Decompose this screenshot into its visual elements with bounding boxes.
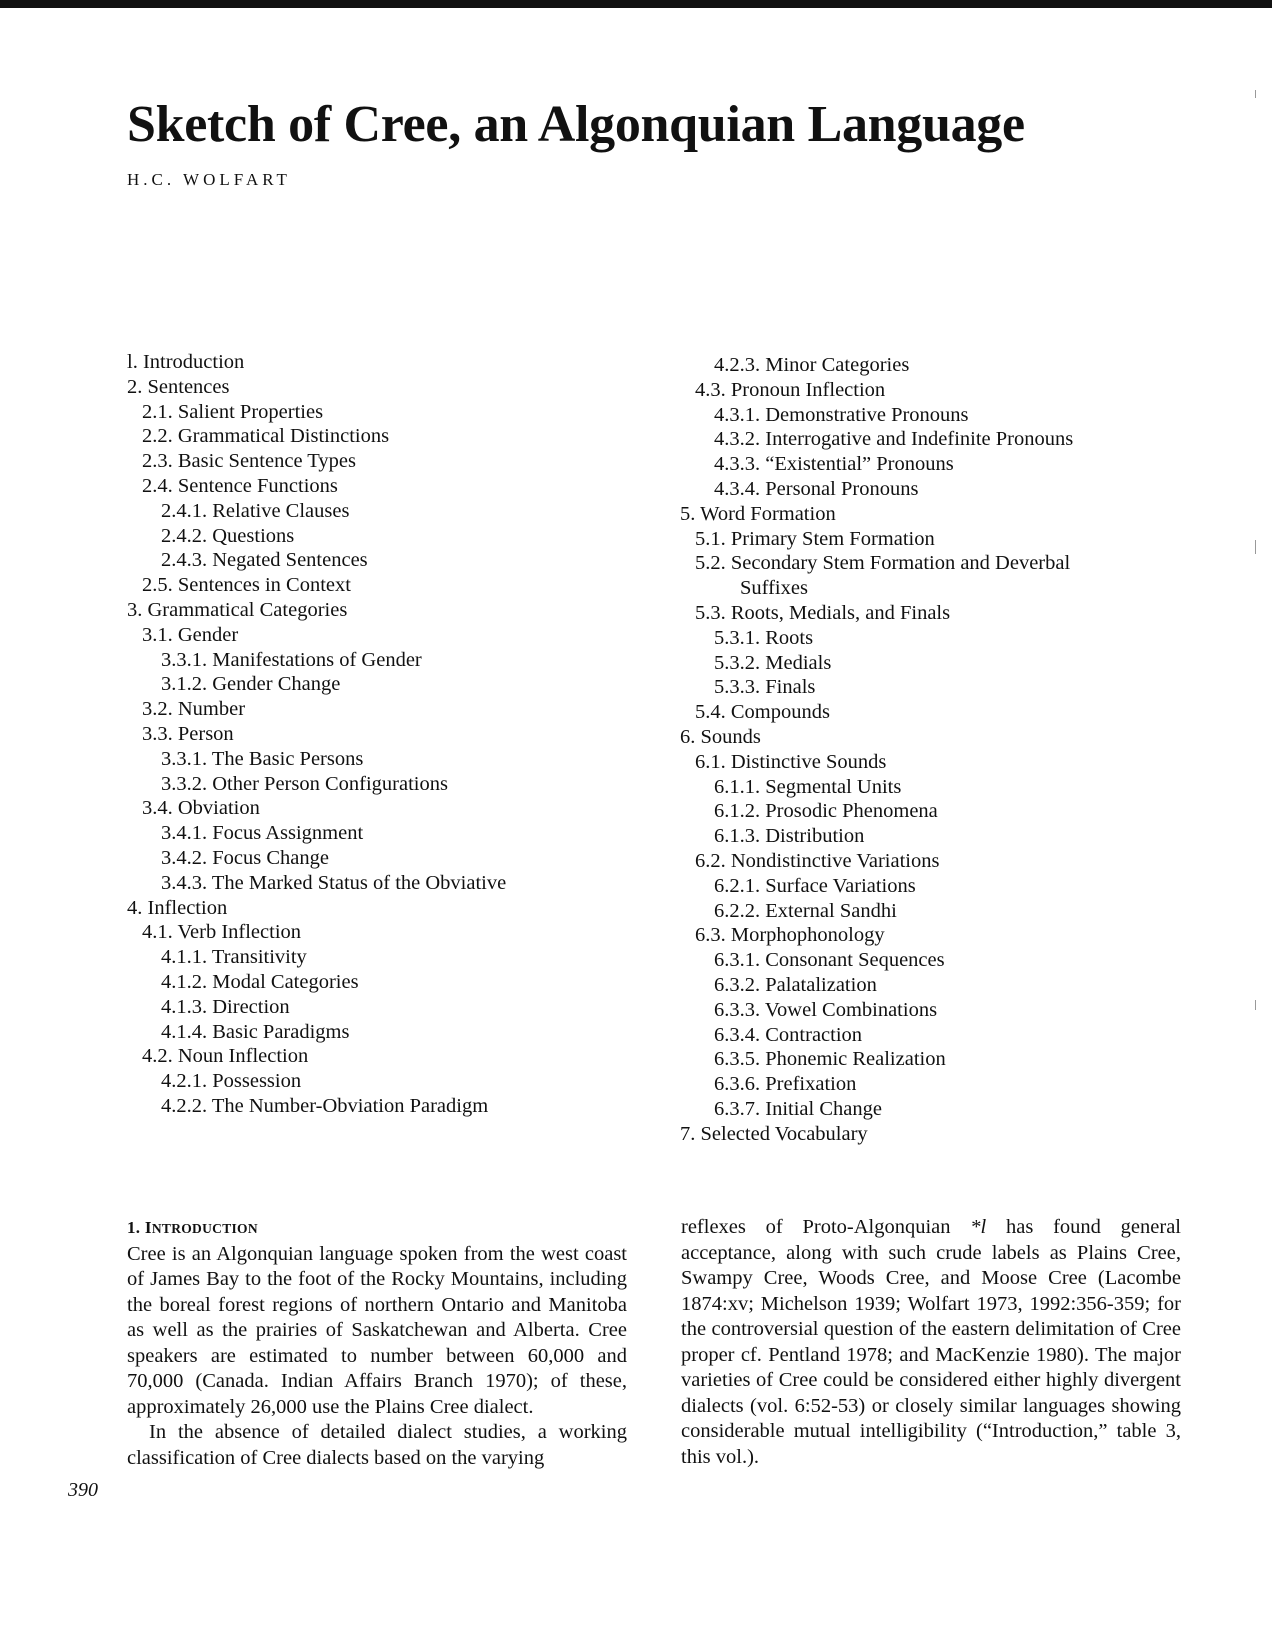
toc-entry: 2.4.1. Relative Clauses [161, 499, 350, 522]
author-name: H.C. WOLFART [127, 170, 291, 189]
section-heading-initial: I [144, 1218, 152, 1237]
toc-entry: 2.4.3. Negated Sentences [161, 549, 368, 572]
toc-entry: 2.4.2. Questions [161, 524, 295, 547]
toc-entry: 2.1. Salient Properties [142, 400, 324, 423]
toc-entry: 5. Word Formation [680, 502, 836, 525]
toc-entry: 6.1.3. Distribution [714, 825, 865, 848]
scan-edge-mark [1255, 90, 1256, 98]
toc-entry: 4.1.2. Modal Categories [161, 970, 359, 993]
toc-entry: 6.3.2. Palatalization [714, 973, 877, 996]
toc-entry: 6.3. Morphophonology [695, 924, 885, 947]
toc-entry: 3.3. Person [142, 722, 234, 745]
toc-entry: 2.2. Grammatical Distinctions [142, 425, 390, 448]
table-of-contents-left [127, 350, 647, 1119]
toc-entry: 6.2.1. Surface Variations [714, 874, 916, 897]
toc-entry: 4.3.2. Interrogative and Indefinite Pronouns [714, 428, 1074, 451]
toc-entry: 6. Sounds [680, 725, 761, 748]
body-paragraph: Cree is an Algonquian language spoken from the west coast of James Bay to the foot of the Rocky Mountains, including the boreal forest regions of northern Ontario and Manitoba as well as the prairies of Saskatchewan and Alberta. Cree speakers are estimated to number between 60,000 and 70,000 (Canada. Indian Affairs Branch 1970); of these, approximately 26,000 use the Plains Cree dialect. [127, 1242, 627, 1418]
toc-entry: 4. Inflection [127, 896, 228, 919]
toc-entry: 6.3.3. Vowel Combinations [714, 998, 938, 1021]
toc-entry: 4.1. Verb Inflection [142, 921, 302, 944]
paragraph-text: has found general acceptance, along with such crude labels as Plains Cree, Swampy Cree, Woods Cree, and Moose Cree (Lacombe 1874:xv; Michelson 1939; Wolfart 1973, 1992:356-359; for the controversial question of the eastern delimitation of Cree proper cf. Pentland 1978; and MacKenzie 1980). The major varieties of Cree could be considered either highly divergent dialects (vol. 6:52-53) or closely similar languages showing considerable mutual intelligibility (“Introduction,” table 3, this vol.). [681, 1216, 1181, 1468]
toc-entry: 5.3.3. Finals [714, 676, 816, 699]
toc-entry: 6.2. Nondistinctive Variations [695, 849, 940, 872]
toc-entry: 3.4.1. Focus Assignment [161, 822, 364, 845]
toc-entry: 4.3.1. Demonstrative Pronouns [714, 403, 969, 426]
toc-entry: 4.2.2. The Number-Obviation Paradigm [161, 1094, 489, 1117]
toc-entry: 4.2. Noun Inflection [142, 1045, 309, 1068]
toc-entry: 5.3.2. Medials [714, 651, 832, 674]
body-column-left [127, 1215, 627, 1471]
toc-entry: 5.3. Roots, Medials, and Finals [695, 601, 951, 624]
toc-entry: 6.3.6. Prefixation [714, 1073, 857, 1096]
article-title: Sketch of Cree, an Algonquian Language [127, 96, 1025, 153]
toc-entry: 6.1.2. Prosodic Phenomena [714, 800, 938, 823]
body-column-right [681, 1215, 1181, 1470]
toc-entry: 6.1.1. Segmental Units [714, 775, 902, 798]
scan-edge-mark [1255, 540, 1256, 554]
toc-entry: 4.3.4. Personal Pronouns [714, 477, 919, 500]
toc-entry: 4.1.4. Basic Paradigms [161, 1020, 350, 1043]
toc-entry: 5.4. Compounds [695, 701, 830, 724]
toc-entry [680, 551, 1150, 601]
toc-entry: 6.3.5. Phonemic Realization [714, 1048, 946, 1071]
toc-entry: 3.3.1. The Basic Persons [161, 747, 364, 770]
toc-entry: 6.3.1. Consonant Sequences [714, 949, 945, 972]
toc-entry: 6.3.7. Initial Change [714, 1097, 882, 1120]
toc-entry-label: 5.2. Secondary Stem Formation and Deverbal [695, 552, 1071, 575]
toc-entry: 7. Selected Vocabulary [680, 1122, 868, 1145]
toc-entry: 2.3. Basic Sentence Types [142, 450, 356, 473]
toc-entry: 3.3.2. Other Person Configurations [161, 772, 448, 795]
toc-entry: 6.3.4. Contraction [714, 1023, 863, 1046]
toc-entry: 4.3. Pronoun Inflection [695, 378, 886, 401]
toc-entry: 4.2.3. Minor Categories [714, 354, 910, 376]
toc-entry: 4.1.3. Direction [161, 995, 290, 1018]
toc-entry: 2.5. Sentences in Context [142, 574, 351, 597]
paragraph-text: reflexes of Proto-Algonquian [681, 1216, 971, 1238]
toc-entry: 2. Sentences [127, 375, 230, 398]
toc-entry: l. Introduction [127, 351, 245, 373]
section-heading [127, 1215, 627, 1242]
toc-entry: 2.4. Sentence Functions [142, 474, 338, 497]
toc-entry: 5.1. Primary Stem Formation [695, 527, 935, 550]
body-paragraph-continued [681, 1215, 1181, 1470]
toc-entry: 3. Grammatical Categories [127, 598, 348, 621]
toc-entry: 3.2. Number [142, 698, 246, 721]
toc-entry: 6.2.2. External Sandhi [714, 899, 897, 922]
section-heading-rest: NTRODUCTION [151, 1221, 258, 1236]
toc-entry: 3.1. Gender [142, 623, 239, 646]
toc-entry: 6.1. Distinctive Sounds [695, 750, 887, 773]
toc-entry: 4.3.3. “Existential” Pronouns [714, 453, 954, 476]
toc-entry: 3.4. Obviation [142, 797, 260, 820]
toc-entry: 4.2.1. Possession [161, 1070, 302, 1093]
table-of-contents-right [680, 353, 1150, 1147]
reconstructed-form: *l [970, 1216, 987, 1238]
scan-edge-mark [1255, 1000, 1256, 1010]
page-number: 390 [68, 1479, 98, 1501]
toc-entry: 4.1.1. Transitivity [161, 946, 307, 969]
toc-entry: 3.3.1. Manifestations of Gender [161, 648, 422, 671]
top-border-rule [0, 0, 1272, 8]
toc-entry: 3.4.3. The Marked Status of the Obviative [161, 871, 507, 894]
toc-entry: 3.4.2. Focus Change [161, 846, 329, 869]
section-number: 1. [127, 1218, 141, 1237]
toc-entry-continuation: Suffixes [740, 577, 808, 600]
toc-entry: 5.3.1. Roots [714, 626, 814, 649]
body-paragraph: In the absence of detailed dialect studies, a working classification of Cree dialects based on the varying [127, 1421, 627, 1469]
toc-entry: 3.1.2. Gender Change [161, 673, 341, 696]
